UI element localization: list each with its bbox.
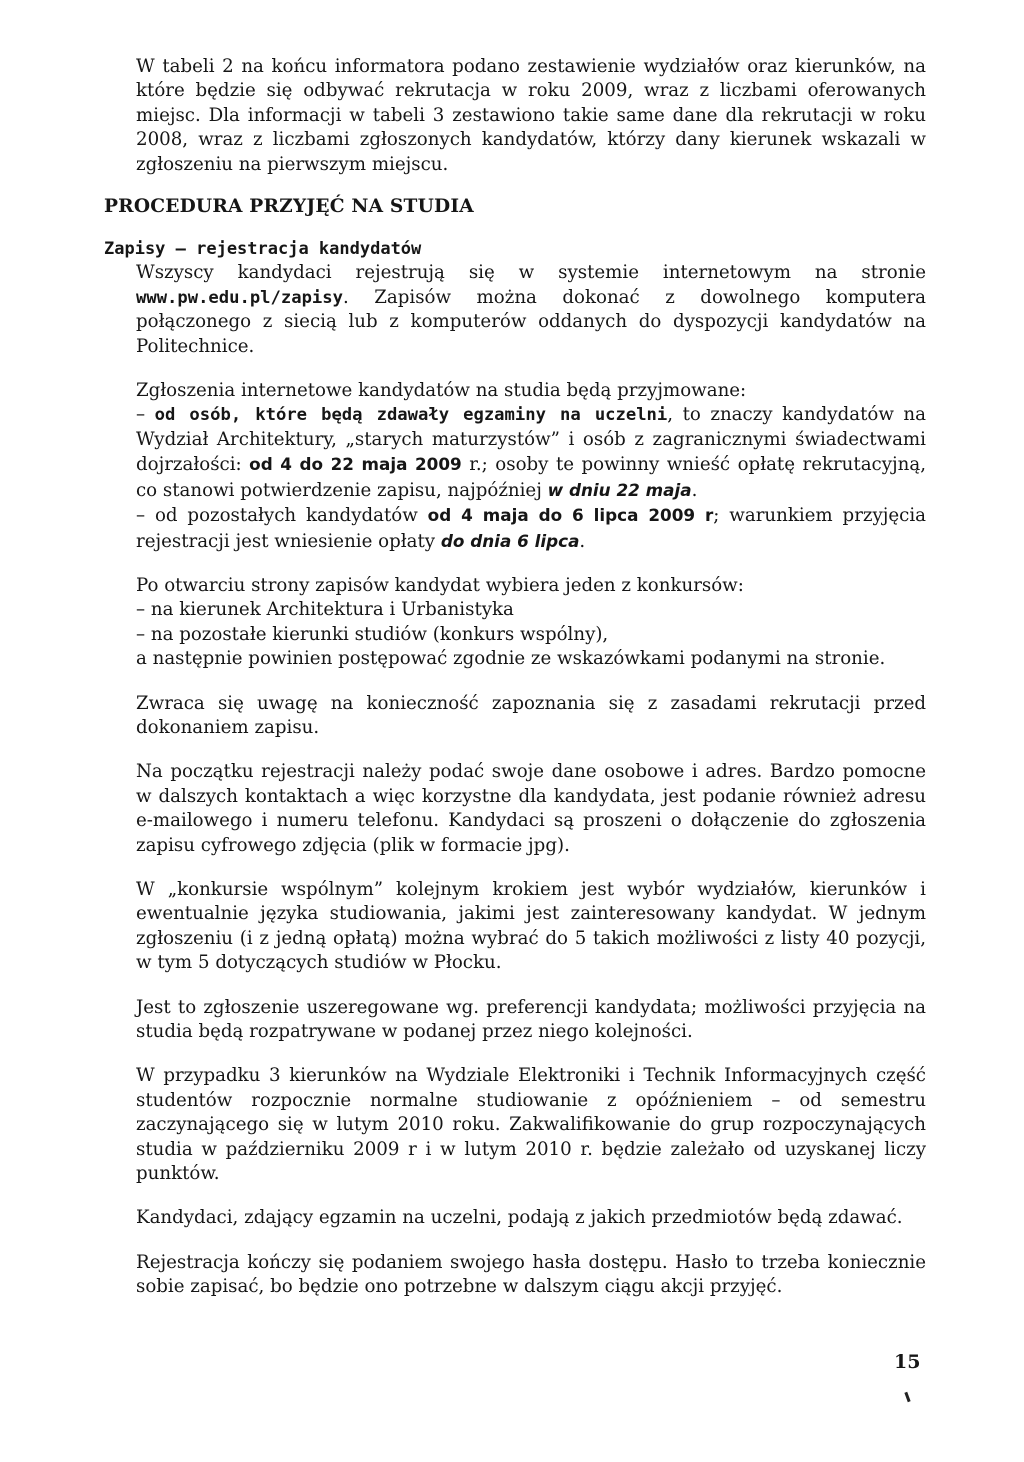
applications-item-2-deadline: do dnia 6 lipca	[440, 530, 580, 551]
subheading: Zapisy – rejestracja kandydatów	[104, 239, 422, 260]
contests-item: – na pozostałe kierunki studiów (konkurs wspólny),	[136, 623, 609, 645]
body-paragraph: Jest to zgłoszenie uszeregowane wg. preferencji kandydata; możliwości przyjęcia na studia będą rozpatrywane w podanej przez niego kolejności.	[136, 996, 926, 1042]
applications-item-1-deadline: w dniu 22 maja	[547, 479, 692, 500]
body-paragraph: Zwraca się uwagę na konieczność zapoznania się z zasadami rekrutacji przed dokonaniem zapisu.	[136, 692, 926, 738]
applications-item-1-end: .	[691, 479, 698, 501]
applications-item-1-bold: od osób, które będą zdawały egzaminy na uczelni	[154, 405, 668, 426]
section-heading: PROCEDURA PRZYJĘĆ NA STUDIA	[104, 196, 474, 218]
applications-item-2-text2: ; warunkiem przyjęcia rejestracji jest wniesienie opłaty	[136, 505, 926, 552]
footer-mark	[904, 1392, 910, 1402]
registration-text-after: . Zapisów można dokonać z dowolnego komputera połączonego z siecią lub z komputerów oddanych do dyspozycji kandydatów na Politechnice.	[136, 286, 926, 357]
applications-intro: Zgłoszenia internetowe kandydatów na studia będą przyjmowane:	[136, 380, 747, 402]
applications-item-1-dash: –	[136, 404, 155, 426]
body-paragraph: Na początku rejestracji należy podać swoje dane osobowe i adres. Bardzo pomocne w dalszych kontaktach a więc korzystne dla kandydata, jest podanie również adresu e-mailowego i numeru telefonu. Kandydaci są proszeni o dołączenie do zgłoszenia zapisu cyfrowego zdjęcia (plik w formacie jpg).	[136, 761, 926, 856]
contests-block	[136, 574, 926, 672]
contests-outro: a następnie powinien postępować zgodnie ze wskazówkami podanymi na stronie.	[136, 648, 886, 670]
applications-item-2-end: .	[579, 530, 586, 552]
page-number: 15	[894, 1351, 921, 1373]
applications-item-1-text2: r.; osoby te powinny wnieść opłatę rekrutacyjną, co stanowi potwierdzenie zapisu, najpóźniej	[136, 454, 926, 501]
applications-item-2	[136, 503, 926, 554]
contests-intro: Po otwarciu strony zapisów kandydat wybiera jeden z konkursów:	[136, 574, 744, 596]
registration-url[interactable]: www.pw.edu.pl/zapisy	[136, 287, 343, 308]
applications-item-2-dates: od 4 maja do 6 lipca 2009 r	[427, 505, 714, 526]
contests-item: – na kierunek Architektura i Urbanistyka	[136, 599, 514, 621]
intro-paragraph: W tabeli 2 na końcu informatora podano zestawienie wydziałów oraz kierunków, na które będzie się odbywać rekrutacja w roku 2009, wraz z liczbami oferowanych miejsc. Dla informacji w tabeli 3 zestawiono takie same dane dla rekrutacji w roku 2008, wraz z liczbami zgłoszonych kandydatów, którzy dany kierunek wskazali w zgłoszeniu na pierwszym miejscu.	[136, 56, 926, 175]
body-paragraph: W „konkursie wspólnym” kolejnym krokiem jest wybór wydziałów, kierunków i ewentualnie języka studiowania, jakimi jest zainteresowany kandydat. W jednym zgłoszeniu (i z jedną opłatą) można wybrać do 5 takich możliwości z listy 40 pozycji, w tym 5 dotyczących studiów w Płocku.	[136, 878, 926, 974]
applications-item-2-text: – od pozostałych kandydatów	[136, 505, 428, 527]
body-paragraph: Kandydaci, zdający egzamin na uczelni, podają z jakich przedmiotów będą zdawać.	[136, 1207, 903, 1229]
applications-block	[136, 379, 926, 554]
applications-item-1-dates: od 4 do 22 maja 2009	[249, 454, 462, 475]
registration-paragraph	[136, 261, 926, 359]
body-paragraph: W przypadku 3 kierunków na Wydziale Elektroniki i Technik Informacyjnych część studentów rozpocznie normalne studiowanie z opóźnieniem – od semestru zaczynającego się w lutym 2010 roku. Zakwalifikowanie do grup rozpoczynających studia w październiku 2009 r i w lutym 2010 r. będzie zależało od uzyskanej liczy punktów.	[136, 1065, 926, 1185]
registration-text: Wszyscy kandydaci rejestrują się w systemie internetowym na stronie	[136, 262, 926, 284]
body-paragraph: Rejestracja kończy się podaniem swojego hasła dostępu. Hasło to trzeba koniecznie sobie zapisać, bo będzie ono potrzebne w dalszym ciągu akcji przyjęć.	[136, 1251, 926, 1298]
document-page	[104, 55, 926, 1320]
applications-item-1	[136, 403, 926, 503]
applications-item-1-text: , to znaczy kandydatów na Wydział Architektury, „starych maturzystów” i osób z zagranicznymi świadectwami dojrzałości:	[136, 404, 926, 476]
